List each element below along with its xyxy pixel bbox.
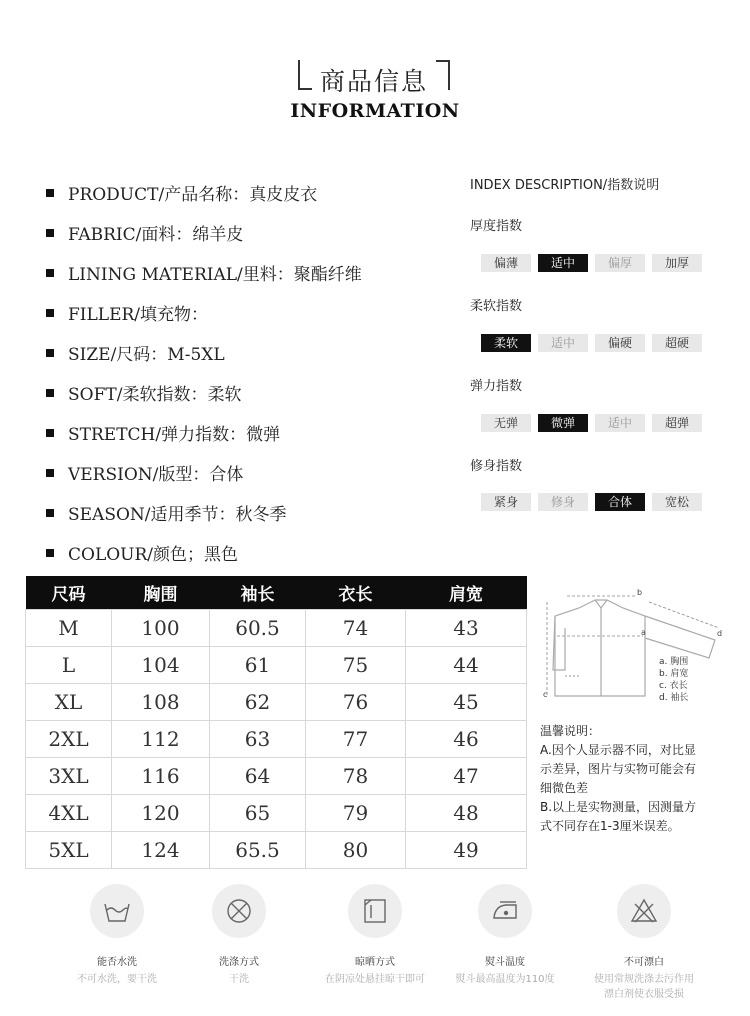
legend-item: d. 袖长 xyxy=(659,693,689,703)
softness-index-scale xyxy=(481,334,703,352)
table-cell: 100 xyxy=(112,610,210,647)
table-cell: 77 xyxy=(306,721,406,758)
care-item-washable xyxy=(57,884,177,987)
legend-item: a. 胸围 xyxy=(659,657,689,667)
table-cell: 5XL xyxy=(26,832,112,869)
notes-line: 示差异，图片与实物可能会有 xyxy=(540,762,697,776)
info-text: SOFT/柔软指数：柔软 xyxy=(68,384,242,405)
info-text: FILLER/填充物： xyxy=(68,304,209,325)
table-cell: 112 xyxy=(112,721,210,758)
index-option: 偏薄 xyxy=(481,254,531,272)
care-desc-line: 使用常规洗涤去污作用 xyxy=(594,974,694,985)
index-option: 修身 xyxy=(538,493,588,511)
bullet-square-icon xyxy=(46,389,54,397)
info-text: SEASON/适用季节：秋冬季 xyxy=(68,504,287,525)
index-option: 超弹 xyxy=(652,414,702,432)
info-row-version xyxy=(46,452,466,492)
bullet-square-icon xyxy=(46,509,54,517)
table-row xyxy=(26,610,527,647)
bullet-square-icon xyxy=(46,349,54,357)
table-cell: 45 xyxy=(406,684,527,721)
index-option: 微弹 xyxy=(538,414,588,432)
iron-icon xyxy=(478,884,532,938)
info-text: LINING MATERIAL/里料：聚酯纤维 xyxy=(68,264,362,285)
care-name: 洗涤方式 xyxy=(219,957,259,968)
table-cell: 46 xyxy=(406,721,527,758)
shirt-measurement-diagram xyxy=(537,578,727,708)
care-desc: 不可水洗，要干洗 xyxy=(77,974,157,985)
index-option: 加厚 xyxy=(652,254,702,272)
index-option: 适中 xyxy=(538,254,588,272)
table-cell: 64 xyxy=(210,758,306,795)
info-text: COLOUR/颜色；黑色 xyxy=(68,544,239,565)
table-cell: 78 xyxy=(306,758,406,795)
table-cell: 61 xyxy=(210,647,306,684)
column-header: 衣长 xyxy=(306,576,406,610)
bullet-square-icon xyxy=(46,429,54,437)
notes-line: B.以上是实物测量，因测量方 xyxy=(540,800,697,814)
table-cell: 43 xyxy=(406,610,527,647)
table-cell: 79 xyxy=(306,795,406,832)
product-info-list xyxy=(46,172,466,572)
care-desc: 在阴凉处悬挂晾干即可 xyxy=(325,974,425,985)
table-cell: 63 xyxy=(210,721,306,758)
index-option: 合体 xyxy=(595,493,645,511)
care-item-no-bleach xyxy=(584,884,704,1002)
index-option: 偏厚 xyxy=(595,254,645,272)
table-row xyxy=(26,647,527,684)
stretch-index-label: 弹力指数 xyxy=(470,379,523,394)
legend-item: b. 肩宽 xyxy=(659,669,689,679)
info-row-soft xyxy=(46,372,466,412)
index-option: 宽松 xyxy=(652,493,702,511)
care-item-iron xyxy=(445,884,565,987)
thickness-index-label: 厚度指数 xyxy=(470,219,523,234)
notes-line: 式不同存在1-3厘米误差。 xyxy=(540,819,680,833)
index-option: 偏硬 xyxy=(595,334,645,352)
table-cell: 76 xyxy=(306,684,406,721)
no-bleach-icon xyxy=(617,884,671,938)
table-row xyxy=(26,758,527,795)
table-cell: 49 xyxy=(406,832,527,869)
table-cell: M xyxy=(26,610,112,647)
index-option: 超硬 xyxy=(652,334,702,352)
care-name: 能否水洗 xyxy=(97,957,137,968)
bullet-square-icon xyxy=(46,269,54,277)
table-cell: XL xyxy=(26,684,112,721)
shade-dry-icon xyxy=(348,884,402,938)
table-cell: 120 xyxy=(112,795,210,832)
care-desc: 熨斗最高温度为110度 xyxy=(455,974,555,985)
index-description-title: INDEX DESCRIPTION/指数说明 xyxy=(470,178,660,193)
info-row-colour xyxy=(46,532,466,572)
no-tumble-icon xyxy=(212,884,266,938)
diagram-legend xyxy=(659,656,688,704)
thickness-index-scale xyxy=(481,254,703,272)
table-header-row xyxy=(26,576,527,610)
stretch-index-scale xyxy=(481,414,703,432)
table-row xyxy=(26,684,527,721)
info-text: STRETCH/弹力指数：微弹 xyxy=(68,424,281,445)
diagram-mark-d: d xyxy=(717,629,723,638)
care-name: 熨斗温度 xyxy=(485,957,525,968)
table-cell: L xyxy=(26,647,112,684)
care-item-wash-method xyxy=(179,884,299,987)
diagram-mark-c: c xyxy=(543,690,548,699)
info-text: FABRIC/面料：绵羊皮 xyxy=(68,224,244,245)
care-desc-line: 漂白剂使衣服受损 xyxy=(604,989,684,1000)
care-desc xyxy=(584,972,704,1002)
table-cell: 47 xyxy=(406,758,527,795)
table-cell: 116 xyxy=(112,758,210,795)
care-item-drying xyxy=(315,884,435,987)
table-row xyxy=(26,721,527,758)
table-cell: 104 xyxy=(112,647,210,684)
table-cell: 65.5 xyxy=(210,832,306,869)
care-desc: 干洗 xyxy=(229,974,249,985)
table-cell: 124 xyxy=(112,832,210,869)
bullet-square-icon xyxy=(46,229,54,237)
table-cell: 108 xyxy=(112,684,210,721)
softness-index-label: 柔软指数 xyxy=(470,299,523,314)
table-cell: 65 xyxy=(210,795,306,832)
column-header: 胸围 xyxy=(112,576,210,610)
fit-index-label: 修身指数 xyxy=(470,459,523,474)
page-subtitle: INFORMATION xyxy=(290,100,460,122)
bullet-square-icon xyxy=(46,189,54,197)
info-row-season xyxy=(46,492,466,532)
info-row-stretch xyxy=(46,412,466,452)
care-name: 晾晒方式 xyxy=(355,957,395,968)
info-row-filler xyxy=(46,292,466,332)
column-header: 尺码 xyxy=(26,576,112,610)
table-cell: 44 xyxy=(406,647,527,684)
index-option: 适中 xyxy=(538,334,588,352)
notes-line: 细微色差 xyxy=(540,781,589,795)
table-cell: 80 xyxy=(306,832,406,869)
info-row-lining xyxy=(46,252,466,292)
column-header: 肩宽 xyxy=(406,576,527,610)
table-cell: 3XL xyxy=(26,758,112,795)
info-text: PRODUCT/产品名称：真皮皮衣 xyxy=(68,184,318,205)
info-row-fabric xyxy=(46,212,466,252)
table-cell: 48 xyxy=(406,795,527,832)
legend-item: c. 衣长 xyxy=(659,681,688,691)
index-option: 适中 xyxy=(595,414,645,432)
diagram-mark-a: a xyxy=(641,628,646,637)
bullet-square-icon xyxy=(46,469,54,477)
title-frame xyxy=(298,60,450,98)
notes-line: A.因个人显示器不同，对比显 xyxy=(540,743,696,757)
info-row-size xyxy=(46,332,466,372)
info-row-product xyxy=(46,172,466,212)
info-text: SIZE/尺码：M-5XL xyxy=(68,344,225,365)
table-row xyxy=(26,795,527,832)
bullet-square-icon xyxy=(46,549,54,557)
size-chart-table xyxy=(25,576,527,869)
fit-index-scale xyxy=(481,493,703,511)
table-cell: 2XL xyxy=(26,721,112,758)
table-cell: 74 xyxy=(306,610,406,647)
index-option: 柔软 xyxy=(481,334,531,352)
table-cell: 62 xyxy=(210,684,306,721)
index-option: 无弹 xyxy=(481,414,531,432)
warm-tips xyxy=(540,722,732,836)
info-text: VERSION/版型：合体 xyxy=(68,464,244,485)
column-header: 袖长 xyxy=(210,576,306,610)
table-cell: 60.5 xyxy=(210,610,306,647)
bullet-square-icon xyxy=(46,309,54,317)
diagram-mark-b: b xyxy=(637,588,643,597)
page-title: 商品信息 xyxy=(319,67,428,96)
index-option: 紧身 xyxy=(481,493,531,511)
table-cell: 4XL xyxy=(26,795,112,832)
care-name: 不可漂白 xyxy=(624,957,664,968)
wash-tub-icon xyxy=(90,884,144,938)
table-cell: 75 xyxy=(306,647,406,684)
notes-title: 温馨说明： xyxy=(540,724,601,738)
table-row xyxy=(26,832,527,869)
